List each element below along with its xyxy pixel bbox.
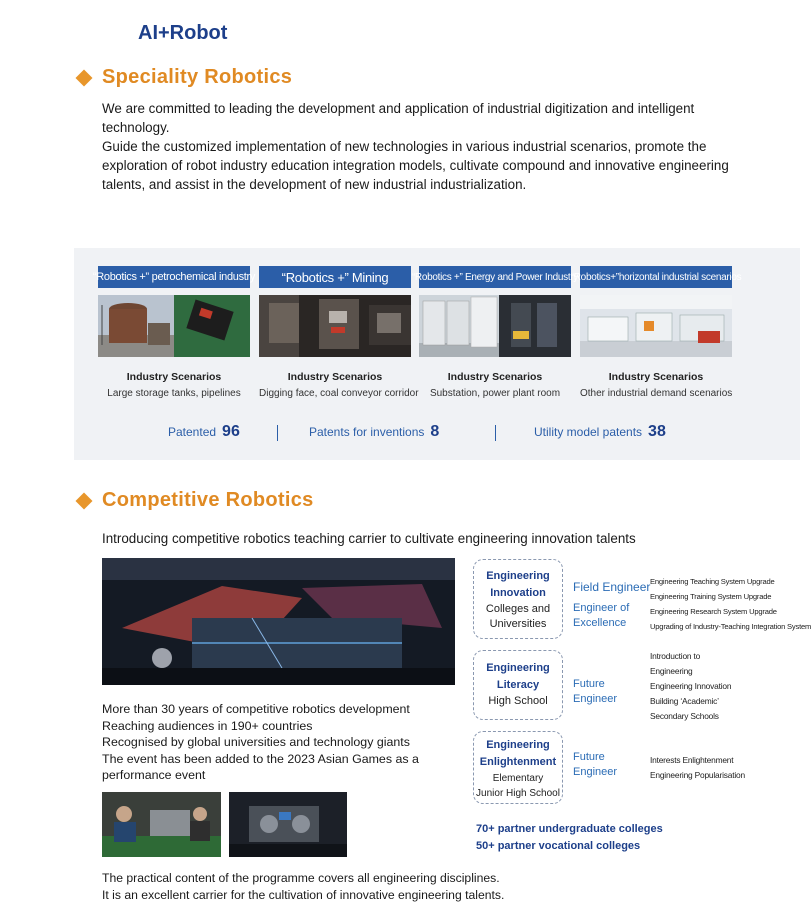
level-box-enlightenment: [473, 731, 563, 804]
speciality-intro-2: Guide the customized implementation of new technologies in various industrial scenarios, promote the exploration of robot industry education integration models, cultivate compound and innovative engineering talents, and assist in the development of new industrial industrialization.: [102, 139, 729, 192]
level-systems: [650, 574, 811, 634]
bullet-line: Recognised by global universities and technology giants: [102, 735, 410, 749]
competitive-intro: Introducing competitive robotics teaching carrier to cultivate engineering innovation talents: [102, 531, 636, 546]
scenario-caption: Industry Scenarios: [287, 371, 383, 383]
partner-line: 70+ partner undergraduate colleges: [476, 823, 663, 835]
scenario-caption: Industry Scenarios: [126, 371, 222, 383]
storage-tank-robot-photo: [98, 295, 250, 357]
speciality-heading-text: Speciality Robotics: [102, 66, 293, 88]
scenario-card: [570, 266, 742, 399]
system-line: Engineering Popularisation: [650, 770, 745, 780]
patent-value: 8: [430, 423, 440, 440]
patent-value: 96: [222, 423, 240, 440]
system-line: Introduction to: [650, 651, 701, 661]
competitive-heading: [78, 489, 314, 512]
level-systems: [650, 753, 745, 783]
scenario-detail: Substation, power plant room: [429, 388, 561, 399]
scenario-caption: Industry Scenarios: [608, 371, 704, 383]
level-roles: [573, 580, 650, 631]
scenario-card: [259, 266, 419, 399]
scenario-detail: Other industrial demand scenarios: [580, 388, 733, 399]
system-line: Secondary Schools: [650, 711, 719, 721]
patent-stat: [168, 423, 240, 441]
footer-line: The practical content of the programme covers all engineering disciplines.: [102, 871, 500, 885]
level-box-literacy: [473, 650, 563, 720]
scenario-tag: “Robotics +” Mining: [259, 266, 411, 288]
patent-stat: [534, 423, 666, 441]
level-roles: [573, 750, 617, 780]
level-sub: Junior High School: [476, 788, 560, 799]
scenario-detail: Digging face, coal conveyor corridor: [259, 388, 419, 399]
scenario-tag: “Robotics +” petrochemical industry: [98, 266, 250, 288]
role-line: Future: [573, 678, 605, 690]
level-sub: High School: [488, 695, 548, 707]
level-roles: [573, 677, 617, 707]
level-box-innovation: [473, 559, 563, 639]
competitive-bullets: [102, 701, 452, 784]
scenario-card: [92, 266, 256, 399]
level-title: Engineering: [486, 570, 550, 582]
patents-row: [0, 423, 800, 445]
competitive-footer: [102, 870, 504, 903]
robot-team-photo: [102, 792, 221, 857]
level-title: Engineering: [486, 739, 550, 751]
scenario-tag: “Robotics+”horizontal industrial scenarios: [580, 266, 732, 288]
partner-line: 50+ partner vocational colleges: [476, 840, 641, 852]
bullet-line: Reaching audiences in 190+ countries: [102, 718, 313, 733]
diamond-bullet-icon: [76, 69, 93, 86]
level-systems: [650, 649, 731, 724]
speciality-heading: [78, 66, 292, 89]
speciality-intro-1: We are committed to leading the development and application of industrial digitization and intelligent technology.: [102, 101, 695, 135]
diamond-bullet-icon: [76, 492, 93, 509]
scenario-detail: Large storage tanks, pipelines: [107, 388, 241, 399]
patent-label: Patented: [168, 425, 217, 439]
system-line: Engineering Training System Upgrade: [650, 592, 772, 601]
role-line: Field Engineer: [573, 580, 651, 594]
patent-value: 38: [648, 423, 666, 440]
scenario-caption: Industry Scenarios: [447, 371, 543, 383]
mining-robot-photo: [259, 295, 411, 357]
system-line: Interests Enlightenment: [650, 755, 734, 765]
competitive-heading-text: Competitive Robotics: [102, 489, 314, 511]
factory-floor-photo: [580, 295, 732, 357]
level-title: Innovation: [490, 587, 546, 599]
robot-closeup-photo: [229, 792, 347, 857]
bullet-line: More than 30 years of competitive robotics development: [102, 702, 410, 716]
patent-label: Patents for inventions: [309, 425, 425, 439]
system-line: Engineering: [650, 666, 693, 676]
patent-divider: [277, 425, 278, 441]
system-line: Engineering Teaching System Upgrade: [650, 577, 775, 586]
patent-label: Utility model patents: [534, 425, 643, 439]
role-line: Engineer of: [573, 602, 630, 614]
role-line: Excellence: [573, 617, 627, 629]
substation-photo: [419, 295, 571, 357]
bullet-line: The event has been added to the 2023 Asian Games as a performance event: [102, 751, 419, 782]
level-title: Literacy: [496, 679, 540, 691]
patent-stat: [309, 423, 439, 441]
role-line: Engineer: [573, 693, 618, 705]
role-line: Future: [573, 751, 605, 763]
system-line: Building ‘Academic’: [650, 696, 719, 706]
robotics-arena-photo: [102, 558, 455, 685]
role-line: Engineer: [573, 766, 618, 778]
scenario-card: [411, 266, 579, 399]
level-sub: Universities: [489, 618, 547, 630]
footer-line: It is an excellent carrier for the cultivation of innovative engineering talents.: [102, 887, 505, 902]
level-title: Enlightenment: [479, 756, 557, 768]
page-title: AI+Robot: [138, 22, 228, 44]
level-sub: Elementary: [492, 773, 544, 784]
scenario-tag: “Robotics +” Energy and Power Industry: [419, 266, 571, 288]
patent-divider: [495, 425, 496, 441]
system-line: Upgrading of Industry-Teaching Integration System: [650, 622, 811, 631]
level-title: Engineering: [486, 662, 550, 674]
level-sub: Colleges and: [485, 603, 551, 615]
system-line: Engineering Research System Upgrade: [650, 607, 777, 616]
system-line: Engineering Innovation: [650, 681, 732, 691]
